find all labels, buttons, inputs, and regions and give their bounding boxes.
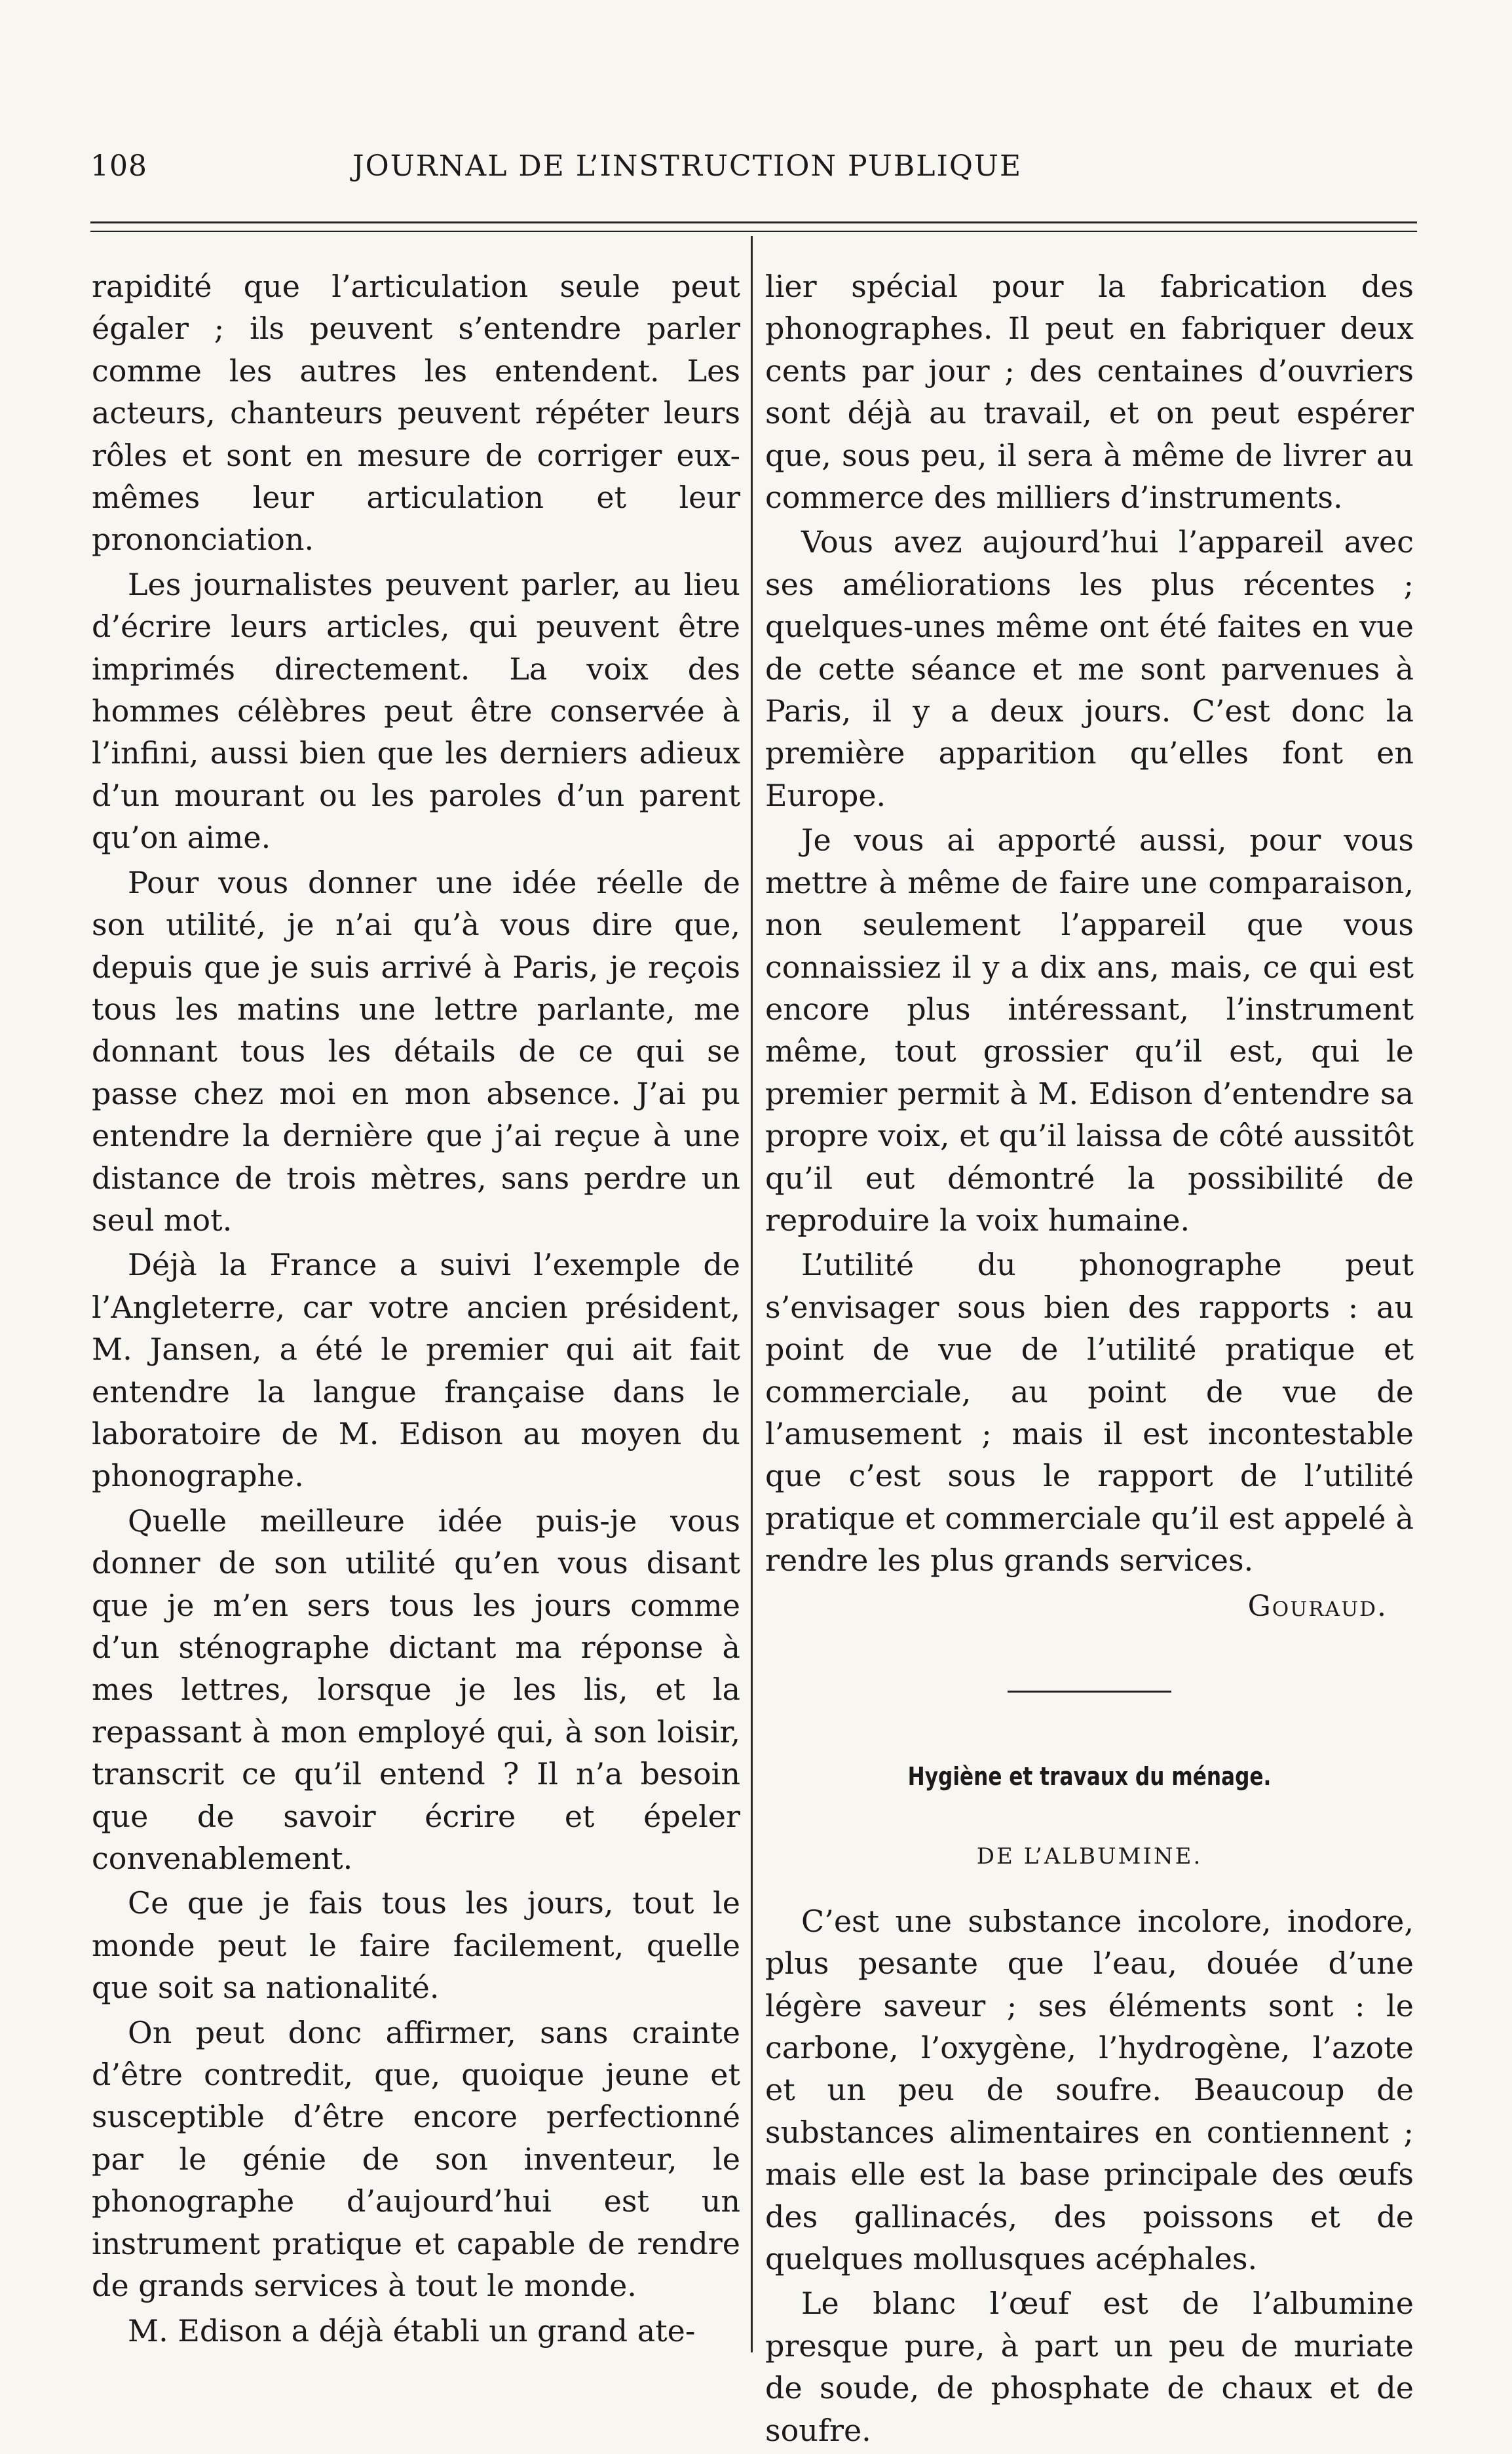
paragraph: Le blanc l’œuf est de l’albumine presque pure, à part un peu de muriate de soude, de phosphate de chaux et de soufre.	[765, 2286, 1414, 2448]
author-signature: Gouraud.	[1247, 1589, 1388, 1623]
running-title: JOURNAL DE L’INSTRUCTION PUBLIQUE	[352, 149, 1023, 183]
right-column	[765, 265, 1414, 2454]
paragraph: Les journalistes peuvent parler, au lieu d’écrire leurs articles, qui peuvent être imprimés directement. La voix des hommes célèbres peut être conservée à l’infini, aussi bien que les derniers adieux d’un mourant ou les paroles d’un parent qu’on aime.	[92, 566, 740, 856]
paragraph: C’est une substance incolore, inodore, plus pesante que l’eau, douée d’une légère saveur ; ses éléments sont : le carbone, l’oxygène, l’hydrogène, l’azote et un peu de soufre. Beaucoup de substances alimentaires en contiennent ; mais elle est la base principale des œufs des gallinacés, des poissons et de quelques mollusques acéphales.	[765, 1903, 1414, 2277]
header-rule-top	[90, 221, 1417, 223]
subsection-heading: DE L’ALBUMINE.	[976, 1843, 1203, 1870]
page-header	[90, 149, 1417, 195]
paragraph: Ce que je fais tous les jours, tout le monde peut le faire facilement, quelle que soit sa nationalité.	[92, 1885, 740, 2006]
page-number: 108	[90, 149, 147, 183]
paragraph: lier spécial pour la fabrication des phonographes. Il peut en fabriquer deux cents par jour ; des centaines d’ouvriers sont déjà au travail, et on peut espérer que, sous peu, il sera à même de livrer au commerce des milliers d’instruments.	[765, 269, 1414, 516]
paragraph: L’utilité du phonographe peut s’envisager sous bien des rapports : au point de vue de l’utilité pratique et commerciale, au point de vue de l’amusement ; mais il est incontestable que c’est sous le rapport de l’utilité pratique et commerciale qu’il est appelé à rendre les plus grands services.	[765, 1247, 1414, 1579]
section-heading: Hygiène et travaux du ménage.	[907, 1762, 1272, 1791]
left-column	[92, 265, 740, 2354]
paragraph: On peut donc affirmer, sans crainte d’être contredit, que, quoique jeune et susceptible d’être encore perfectionné par le génie de son inventeur, le phonographe d’aujourd’hui est un instrument pratique et capable de rendre de grands services à tout le monde.	[92, 2014, 740, 2304]
paragraph: Vous avez aujourd’hui l’appareil avec ses améliorations les plus récentes ; quelques-unes même ont été faites en vue de cette séance et me sont parvenues à Paris, il y a deux jours. C’est donc la première apparition qu’elles font en Europe.	[765, 524, 1414, 813]
column-divider	[751, 236, 753, 2352]
paragraph: Je vous ai apporté aussi, pour vous mettre à même de faire une comparaison, non seulement l’appareil que vous connaissiez il y a dix ans, mais, ce qui est encore plus intéressant, l’instrument même, tout grossier qu’il est, qui le premier permit à M. Edison d’entendre sa propre voix, et qu’il laissa de côté aussitôt qu’il eut démontré la possibilité de reproduire la voix humaine.	[765, 822, 1414, 1238]
paragraph: Quelle meilleure idée puis-je vous donner de son utilité qu’en vous disant que je m’en sers tous les jours comme d’un sténographe dictant ma réponse à mes lettres, lorsque je les lis, et la repassant à mon employé qui, à son loisir, transcrit ce qu’il entend ? Il n’a besoin que de savoir écrire et épeler convenablement.	[92, 1503, 740, 1877]
paragraph: rapidité que l’articulation seule peut égaler ; ils peuvent s’entendre parler comme les autres les entendent. Les acteurs, chanteurs peuvent répéter leurs rôles et sont en mesure de corriger eux-mêmes leur articulation et leur prononciation.	[92, 269, 740, 558]
paragraph: M. Edison a déjà établi un grand ate-	[128, 2312, 696, 2349]
paragraph: Déjà la France a suivi l’exemple de l’Angleterre, car votre ancien président, M. Jansen, a été le premier qui ait fait entendre la langue française dans le laboratoire de M. Edison au moyen du phonographe.	[92, 1247, 740, 1494]
header-rule-bottom	[90, 231, 1417, 232]
section-divider	[1008, 1691, 1171, 1693]
paragraph: Pour vous donner une idée réelle de son utilité, je n’ai qu’à vous dire que, depuis que je suis arrivé à Paris, je reçois tous les matins une lettre parlante, me donnant tous les détails de ce qui se passe chez moi en mon absence. J’ai pu entendre la dernière que j’ai reçue à une distance de trois mètres, sans perdre un seul mot.	[92, 864, 740, 1238]
